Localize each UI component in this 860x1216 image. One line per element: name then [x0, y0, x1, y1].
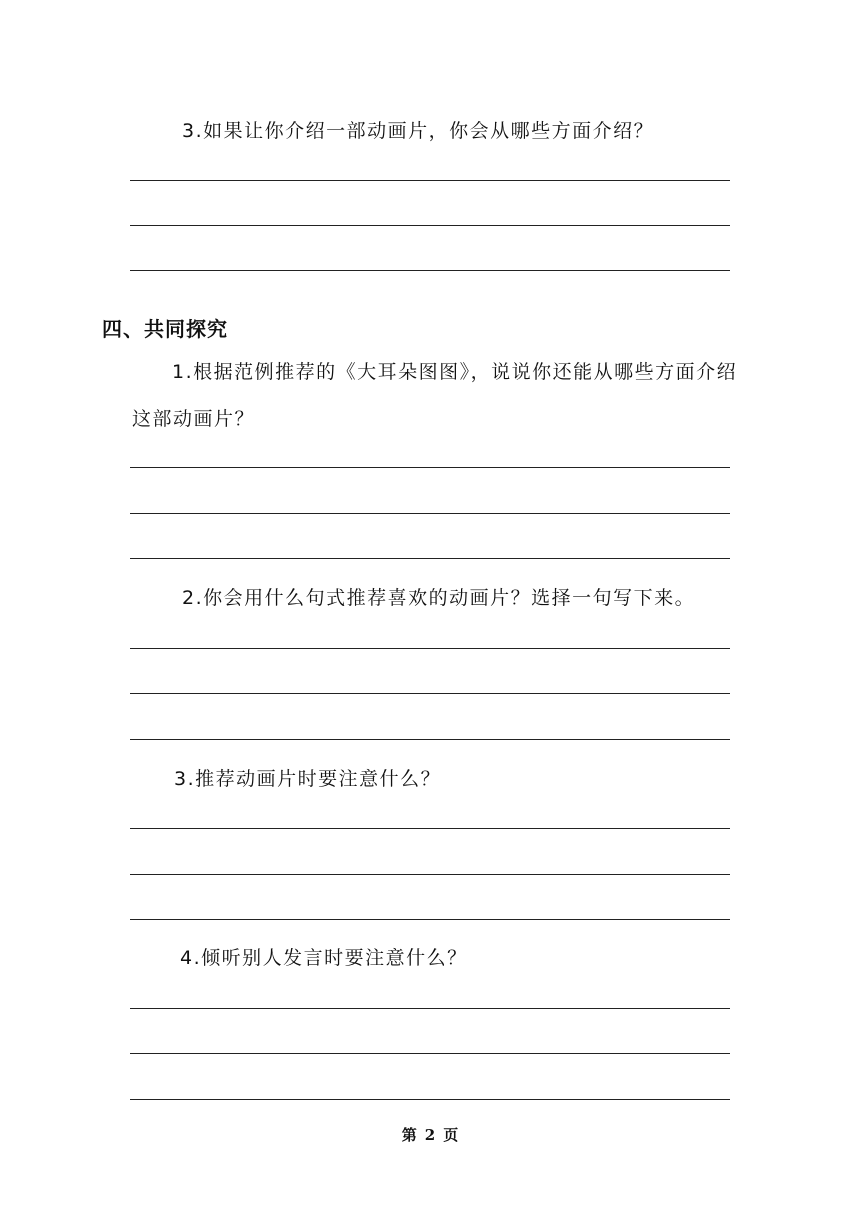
page-prefix: 第: [401, 1126, 417, 1144]
question-1-line1: 1.根据范例推荐的《大耳朵图图》，说说你还能从哪些方面介绍: [172, 361, 738, 383]
answer-line[interactable]: [130, 270, 730, 271]
answer-line[interactable]: [130, 558, 730, 559]
answer-line[interactable]: [130, 467, 730, 468]
answer-line[interactable]: [130, 693, 730, 694]
answer-line[interactable]: [130, 1053, 730, 1054]
answer-line[interactable]: [130, 919, 730, 920]
question-4: 4.倾听别人发言时要注意什么？: [180, 947, 468, 969]
answer-line[interactable]: [130, 180, 730, 181]
page-suffix: 页: [443, 1126, 459, 1144]
answer-line[interactable]: [130, 1008, 730, 1009]
answer-line[interactable]: [130, 828, 730, 829]
answer-line[interactable]: [130, 1099, 730, 1100]
question-2: 2.你会用什么句式推荐喜欢的动画片？选择一句写下来。: [182, 587, 696, 609]
question-3-part3: 3.如果让你介绍一部动画片，你会从哪些方面介绍？: [182, 120, 655, 142]
page-number: 2: [424, 1126, 436, 1144]
page-footer: [0, 1124, 860, 1145]
answer-line[interactable]: [130, 648, 730, 649]
answer-line[interactable]: [130, 739, 730, 740]
answer-line[interactable]: [130, 874, 730, 875]
section-title: 四、共同探究: [102, 317, 228, 341]
answer-line[interactable]: [130, 513, 730, 514]
answer-line[interactable]: [130, 225, 730, 226]
question-1-line2: 这部动画片？: [132, 408, 256, 430]
question-3: 3.推荐动画片时要注意什么？: [174, 768, 442, 790]
